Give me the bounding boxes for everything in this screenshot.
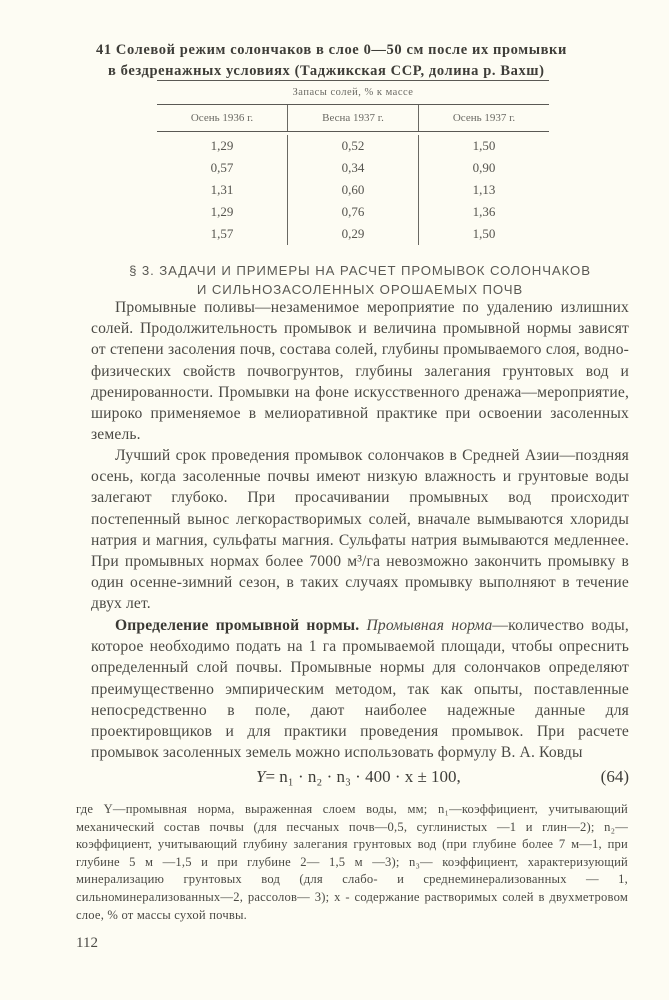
formula-expression	[256, 767, 461, 787]
table-cell: 1,29	[210, 138, 234, 153]
table-cell: 1,50	[418, 223, 549, 245]
table-cell: 1,31	[210, 182, 234, 197]
formula-lhs: Y	[256, 767, 266, 786]
table-row	[157, 179, 549, 201]
column-header-autumn-1936: Осень 1936 г.	[190, 112, 254, 124]
table-cell: 0,34	[287, 157, 418, 179]
table-cell: 1,36	[418, 201, 549, 223]
table-cell: 0,52	[287, 135, 418, 157]
paragraph-best-period	[91, 445, 629, 615]
table-cell: 0,90	[418, 157, 549, 179]
table-cell: 1,13	[418, 179, 549, 201]
table-row	[157, 223, 549, 245]
formula-64	[80, 767, 629, 791]
paragraph-norm-definition	[91, 615, 629, 763]
table-caption	[96, 40, 626, 82]
table-cell: 0,57	[210, 160, 234, 175]
section-heading-line-1: § 3. ЗАДАЧИ И ПРИМЕРЫ НА РАСЧЕТ ПРОМЫВОК СОЛОНЧАКОВ	[129, 263, 591, 278]
paragraph-text	[91, 615, 629, 763]
table-cell: 1,29	[210, 204, 234, 219]
paragraph-text: Промывные поливы—незаменимое мероприятие по удалению излишних солей. Продолжительность промывок и величина промывной нормы зависят от степени засоления почв, состава солей, глубины промываемого слоя, водно-физических свойств почвогрунтов, глубины залегания грунтовых вод и дренированности. Промывки на фоне искусственного дренажа—мероприятие, широко применяемое в мелиоративной практике при освоении засоленных земель.	[91, 299, 629, 444]
formula-number: (64)	[600, 767, 629, 786]
table-super-header: Запасы солей, % к массе	[292, 87, 414, 98]
formula-rhs: = n₁ · n₂ · n₃ · 400 · x ± 100,	[265, 767, 461, 786]
salt-regime-table	[157, 80, 549, 245]
legend-text: где Y—промывная норма, выраженная слоем воды, мм; n₁—коэффициент, учитывающий механический состав почвы (для песчаных почв—0,5, суглинистых —1 и глин—2); n₂—коэффициент, учитывающий глубину залегания грунтовых вод (при глубине более 7 м—1, при глубине 5 м —1,5 и при глубине 2— 1,5 м —3); n₃— коэффициент, характеризующий минерализацию грунтовых вод (для слабо- и среднеминерализованных — 1, сильноминерализованных—2, рассолов— 3); x - содержание растворимых солей в двухметровом слое, % от массы сухой почвы.	[76, 802, 628, 922]
section-heading-line-2: И СИЛЬНОЗАСОЛЕННЫХ ОРОШАЕМЫХ ПОЧВ	[196, 282, 524, 297]
table-caption-line-1: 41 Солевой режим солончаков в слое 0—50 см после их промывки	[96, 42, 567, 58]
column-header-autumn-1937: Осень 1937 г.	[418, 105, 549, 131]
table-caption-line-2: в бездренажных условиях (Таджикская ССР, долина р. Вахш)	[108, 63, 545, 79]
table-cell: 0,76	[287, 201, 418, 223]
column-header-spring-1937: Весна 1937 г.	[287, 105, 418, 131]
section-heading	[90, 261, 630, 299]
defined-term: Промывная норма	[366, 617, 493, 634]
page-number: 112	[76, 935, 98, 951]
table-row	[157, 135, 549, 157]
table-cell: 0,29	[287, 223, 418, 245]
formula-legend	[76, 801, 628, 924]
paragraph-text: Лучший срок проведения промывок солончаков в Средней Азии—поздняя осень, когда засоленные почвы имеют низкую влажность и грунтовые воды залегают глубоко. При просачивании промывных вод происходит постепенный вынос легкорастворимых солей, вначале вымываются хлориды натрия и магния, сульфаты магния. Сульфаты натрия вымываются медленнее. При промывных нормах более 7000 м³/га невозможно закончить промывку в один осенне-зимний сезон, в таких случаях промывку выполняют в течение двух лет.	[91, 447, 629, 613]
table-column-headers	[157, 105, 549, 131]
table-cell: 1,57	[210, 226, 234, 241]
run-in-heading: Определение промывной нормы.	[115, 617, 360, 634]
table-row	[157, 157, 549, 179]
definition-text: —количество воды, которое необходимо подать на 1 га промываемой площади, чтобы опреснить определенный слой почвы. Промывные нормы для солончаков определяют преимущественно эмпирическим методом, так как опыты, поставленные непосредственно в поле, дают наиболее надежные данные для проектировщиков и для практики проведения промывок. При расчете промывок засоленных земель можно использовать формулу В. А. Ковды	[91, 617, 629, 762]
table-row	[157, 201, 549, 223]
table-cell: 0,60	[287, 179, 418, 201]
table-cell: 1,50	[418, 135, 549, 157]
paragraph-washing-irrigation	[91, 297, 629, 445]
table-body	[157, 132, 549, 245]
